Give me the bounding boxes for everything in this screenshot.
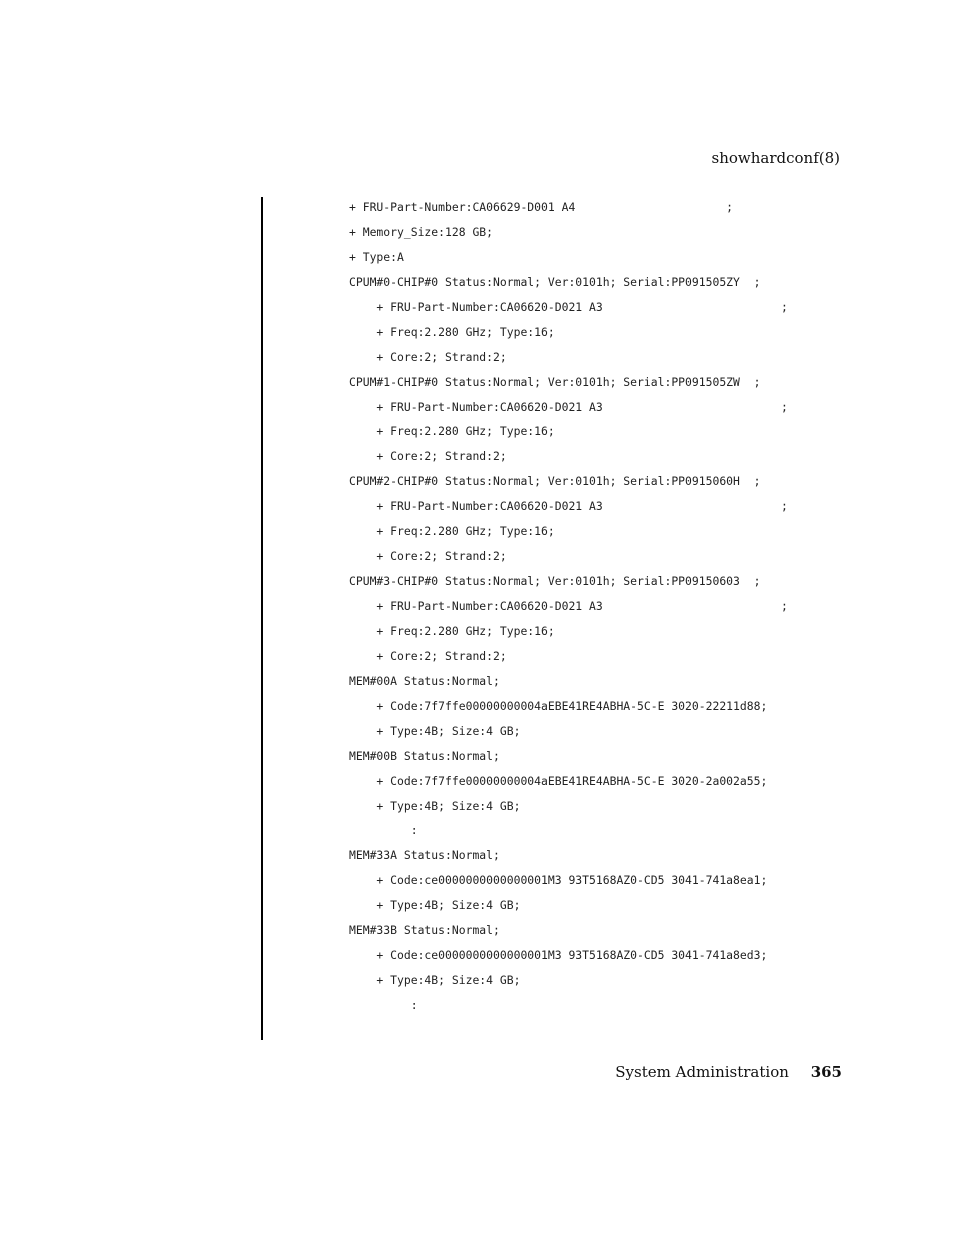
code-line: + Freq:2.280 GHz; Type:16; bbox=[349, 623, 555, 638]
code-line: + FRU-Part-Number:CA06620-D021 A3 ; bbox=[349, 499, 788, 514]
change-bar bbox=[261, 197, 263, 1040]
code-line: + Memory_Size:128 GB; bbox=[349, 224, 494, 239]
code-line: CPUM#3-CHIP#0 Status:Normal; Ver:0101h; Serial:PP09150603 ; bbox=[349, 574, 761, 589]
code-line: : bbox=[349, 823, 418, 838]
code-line: + Code:ce0000000000000001M3 93T5168AZ0-CD5 3041-741a8ea1; bbox=[349, 873, 768, 888]
code-line: + Core:2; Strand:2; bbox=[349, 549, 507, 564]
code-line: + Freq:2.280 GHz; Type:16; bbox=[349, 524, 555, 539]
code-line: CPUM#0-CHIP#0 Status:Normal; Ver:0101h; Serial:PP091505ZY ; bbox=[349, 274, 761, 289]
footer-section-title: System Administration bbox=[615, 1063, 789, 1081]
code-line: + Type:4B; Size:4 GB; bbox=[349, 898, 521, 913]
code-line: + Type:A bbox=[349, 249, 404, 264]
code-line: + Core:2; Strand:2; bbox=[349, 349, 507, 364]
code-line: : bbox=[349, 998, 418, 1012]
code-line: MEM#00A Status:Normal; bbox=[349, 673, 500, 688]
code-line: + Freq:2.280 GHz; Type:16; bbox=[349, 424, 555, 439]
code-line: + Code:ce0000000000000001M3 93T5168AZ0-CD5 3041-741a8ed3; bbox=[349, 948, 768, 963]
code-line: MEM#33A Status:Normal; bbox=[349, 848, 500, 863]
code-line: + Freq:2.280 GHz; Type:16; bbox=[349, 324, 555, 339]
code-example bbox=[349, 198, 788, 1021]
code-line: + Type:4B; Size:4 GB; bbox=[349, 798, 521, 813]
code-line: + Code:7f7ffe00000000004aEBE41RE4ABHA-5C-E 3020-2a002a55; bbox=[349, 773, 768, 788]
code-line: + FRU-Part-Number:CA06629-D001 A4 ; bbox=[349, 200, 734, 214]
code-line: + Code:7f7ffe00000000004aEBE41RE4ABHA-5C-E 3020-22211d88; bbox=[349, 698, 768, 713]
running-header: showhardconf(8) bbox=[711, 149, 840, 167]
code-line: MEM#00B Status:Normal; bbox=[349, 748, 500, 763]
code-line: + Core:2; Strand:2; bbox=[349, 449, 507, 464]
code-line: CPUM#1-CHIP#0 Status:Normal; Ver:0101h; Serial:PP091505ZW ; bbox=[349, 374, 761, 389]
code-line: + FRU-Part-Number:CA06620-D021 A3 ; bbox=[349, 599, 788, 613]
code-line: + FRU-Part-Number:CA06620-D021 A3 ; bbox=[349, 299, 788, 314]
code-line: + Core:2; Strand:2; bbox=[349, 648, 507, 663]
code-line: + Type:4B; Size:4 GB; bbox=[349, 723, 521, 738]
page-number: 365 bbox=[810, 1063, 842, 1081]
running-footer bbox=[615, 1063, 842, 1081]
code-line: + FRU-Part-Number:CA06620-D021 A3 ; bbox=[349, 399, 788, 414]
code-line: MEM#33B Status:Normal; bbox=[349, 923, 500, 938]
code-line: + Type:4B; Size:4 GB; bbox=[349, 973, 521, 988]
code-line: CPUM#2-CHIP#0 Status:Normal; Ver:0101h; Serial:PP0915060H ; bbox=[349, 474, 761, 489]
